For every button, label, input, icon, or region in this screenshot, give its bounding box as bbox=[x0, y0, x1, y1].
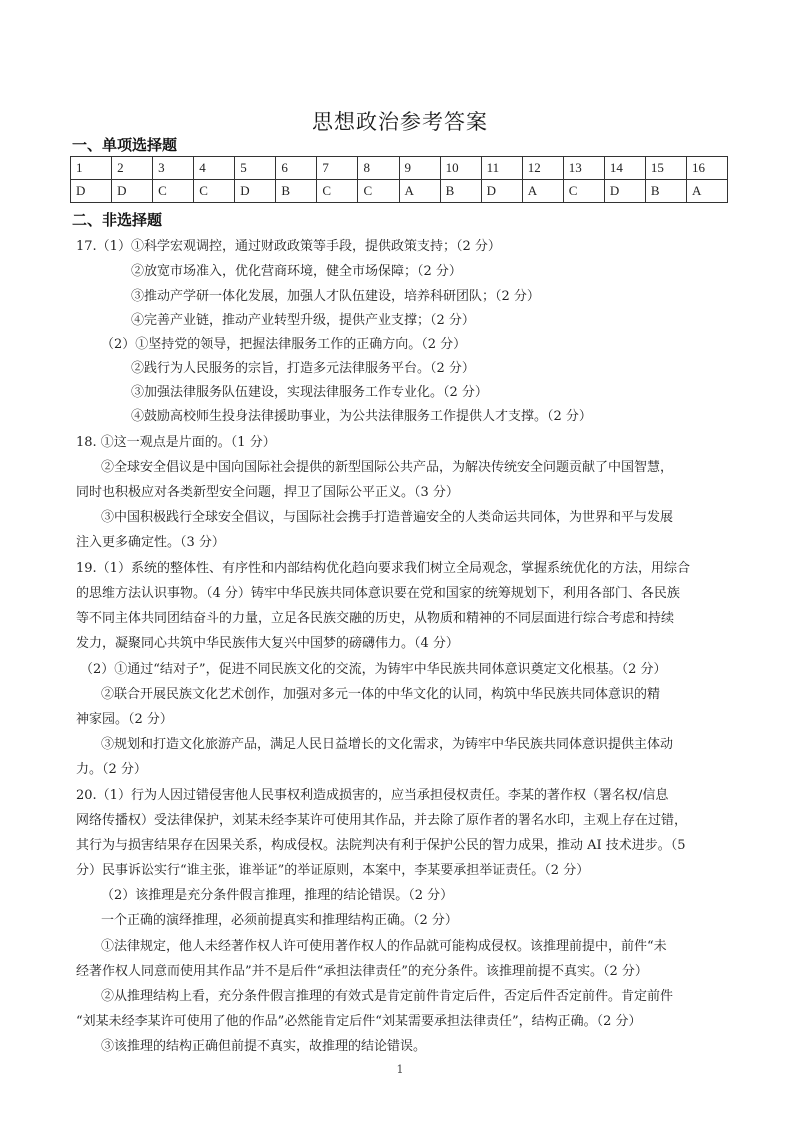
answer-line: 网络传播权）受法律保护，刘某未经李某许可使用其作品，并去除了原作者的署名水印，主观上存在过错， bbox=[76, 813, 688, 828]
answer-line: ③中国积极践行全球安全倡议，与国际社会携手打造普遍安全的人类命运共同体，为世界和平与发展 bbox=[101, 510, 674, 525]
answer-line: 神家园。（2 分） bbox=[76, 712, 173, 727]
answer-line: 发力，凝聚同心共筑中华民族伟大复兴中国梦的磅礴伟力。（4 分） bbox=[76, 636, 459, 651]
page-title: 思想政治参考答案 bbox=[312, 110, 488, 134]
question-number: 1 bbox=[71, 157, 112, 180]
answer-letter: A bbox=[686, 180, 727, 203]
answer-line: （2）①通过“结对子”，促进不同民族文化的交流，为铸牢中华民族共同体意识奠定文化根基。（2 分） bbox=[80, 662, 667, 677]
answer-letter: B bbox=[440, 180, 481, 203]
answer-line: ②放宽市场准入，优化营商环境，健全市场保障；（2 分） bbox=[131, 264, 462, 279]
question-number: 10 bbox=[440, 157, 481, 180]
answer-letter: C bbox=[563, 180, 604, 203]
answer-line: ①法律规定，他人未经著作权人许可使用著作权人的作品就可能构成侵权。该推理前提中，前件“未 bbox=[101, 939, 667, 954]
answer-line: 力。（2 分） bbox=[76, 762, 147, 777]
answer-line: ④鼓励高校师生投身法律援助事业，为公共法律服务工作提供人才支撑。（2 分） bbox=[131, 409, 592, 424]
answer-line: 的思维方法认识事物。（4 分）铸牢中华民族共同体意识要在党和国家的统筹规划下，利用各部门、各民族 bbox=[76, 586, 680, 601]
answer-letter: C bbox=[153, 180, 194, 203]
answer-letter: D bbox=[235, 180, 276, 203]
answer-letter: C bbox=[194, 180, 235, 203]
answer-line: （2）该推理是充分条件假言推理，推理的结论错误。（2 分） bbox=[101, 888, 454, 903]
question-number: 5 bbox=[235, 157, 276, 180]
answer-line: ③该推理的结构正确但前提不真实，故推理的结论错误。 bbox=[101, 1039, 427, 1054]
question-number: 8 bbox=[358, 157, 399, 180]
answer-line: （2）①坚持党的领导，把握法律服务工作的正确方向。（2 分） bbox=[101, 337, 467, 352]
section-heading-single-choice: 一、单项选择题 bbox=[72, 136, 178, 154]
answer-line: ②践行为人民服务的宗旨，打造多元法律服务平台。（2 分） bbox=[131, 361, 475, 376]
answer-table-number-row bbox=[71, 157, 728, 180]
answer-line: 18. ①这一观点是片面的。（1 分） bbox=[76, 435, 276, 450]
answer-line: “刘某未经李某许可使用了他的作品”必然能肯定后件“刘某需要承担法律责任”，结构正确。（2 分） bbox=[76, 1014, 642, 1029]
question-number: 11 bbox=[481, 157, 522, 180]
question-number: 4 bbox=[194, 157, 235, 180]
answer-line: ④完善产业链，推动产业转型升级，提供产业支撑；（2 分） bbox=[131, 313, 475, 328]
question-number: 2 bbox=[112, 157, 153, 180]
section-heading-non-choice: 二、非选择题 bbox=[72, 211, 163, 229]
answer-line: 分）民事诉讼实行“谁主张，谁举证”的举证原则，本案中，李某要承担举证责任。（2 分） bbox=[76, 863, 590, 878]
question-number: 6 bbox=[276, 157, 317, 180]
page-number: 1 bbox=[396, 1063, 404, 1076]
answer-letter: D bbox=[604, 180, 645, 203]
answer-letter: B bbox=[276, 180, 317, 203]
answer-line: 经著作权人同意而使用其作品”并不是后件“承担法律责任”的充分条件。该推理前提不真实。（2 分） bbox=[76, 964, 648, 979]
answer-line: ②全球安全倡议是中国向国际社会提供的新型国际公共产品，为解决传统安全问题贡献了中国智慧， bbox=[101, 460, 674, 475]
answer-line: ②联合开展民族文化艺术创作，加强对多元一体的中华文化的认同，构筑中华民族共同体意识的精 bbox=[101, 687, 661, 702]
question-number: 7 bbox=[317, 157, 358, 180]
answer-line: 一个正确的演绎推理，必须前提真实和推理结构正确。（2 分） bbox=[101, 913, 458, 928]
question-number: 16 bbox=[686, 157, 727, 180]
answer-line: 20.（1）行为人因过错侵害他人民事权利造成损害的，应当承担侵权责任。李某的著作权（署名权/信息 bbox=[76, 788, 669, 803]
question-number: 12 bbox=[522, 157, 563, 180]
question-number: 9 bbox=[399, 157, 440, 180]
answer-letter: D bbox=[71, 180, 112, 203]
question-number: 14 bbox=[604, 157, 645, 180]
answer-line: 注入更多确定性。（3 分） bbox=[76, 535, 225, 550]
answer-line: 19.（1）系统的整体性、有序性和内部结构优化趋向要求我们树立全局观念，掌握系统优化的方法，用综合 bbox=[76, 561, 690, 576]
answer-letter: D bbox=[481, 180, 522, 203]
answer-line: ③加强法律服务队伍建设，实现法律服务工作专业化。（2 分） bbox=[131, 385, 488, 400]
question-number: 3 bbox=[153, 157, 194, 180]
answer-line: 等不同主体共同团结奋斗的力量，立足各民族交融的历史，从物质和精神的不同层面进行综合考虑和持续 bbox=[76, 611, 675, 626]
answer-line: 其行为与损害结果存在因果关系，构成侵权。法院判决有利于保护公民的智力成果，推动 AI 技术进步。（5 bbox=[76, 838, 686, 853]
answer-letter: B bbox=[645, 180, 686, 203]
answer-line: ②从推理结构上看，充分条件假言推理的有效式是肯定前件肯定后件，否定后件否定前件。肯定前件 bbox=[101, 989, 674, 1004]
answer-line: 同时也积极应对各类新型安全问题，捍卫了国际公平正义。（3 分） bbox=[76, 485, 459, 500]
answer-letter: A bbox=[522, 180, 563, 203]
answer-table bbox=[70, 156, 728, 203]
question-number: 13 bbox=[563, 157, 604, 180]
answer-letter: D bbox=[112, 180, 153, 203]
answer-table-answer-row bbox=[71, 180, 728, 203]
answer-line: ③推动产学研一体化发展，加强人才队伍建设，培养科研团队；（2 分） bbox=[131, 289, 540, 304]
answer-letter: A bbox=[399, 180, 440, 203]
answer-letter: C bbox=[317, 180, 358, 203]
answer-letter: C bbox=[358, 180, 399, 203]
question-number: 15 bbox=[645, 157, 686, 180]
answer-line: 17.（1）①科学宏观调控，通过财政政策等手段，提供政策支持；（2 分） bbox=[76, 239, 501, 254]
answer-line: ③规划和打造文化旅游产品，满足人民日益增长的文化需求，为铸牢中华民族共同体意识提供主体动 bbox=[101, 737, 674, 752]
